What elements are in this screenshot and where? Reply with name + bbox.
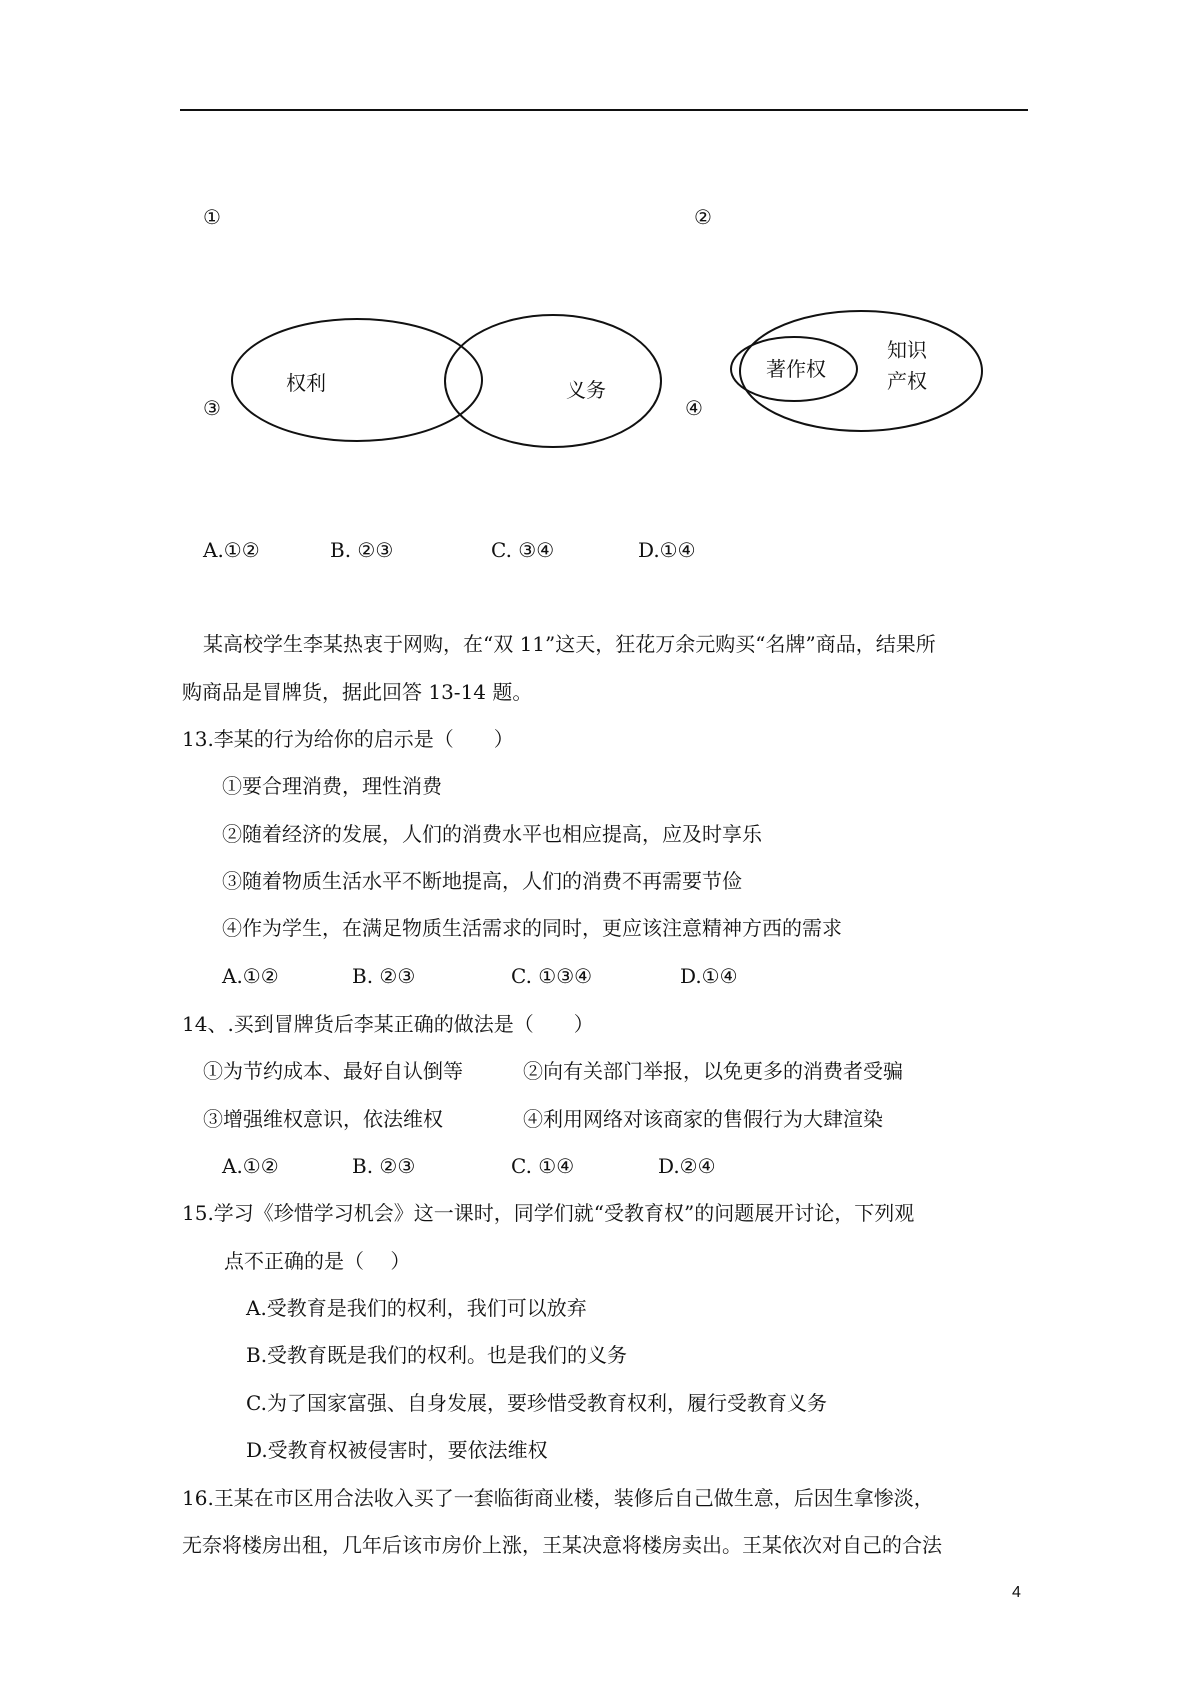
q13-option-d: D.①④ — [680, 964, 738, 988]
q15-option-b: B.受教育既是我们的权利。也是我们的义务 — [246, 1343, 628, 1367]
copyright-label: 著作权 — [766, 357, 826, 381]
q14-item-3: ③增强维权意识，依法维权 — [203, 1107, 443, 1131]
ip-label-line2: 产权 — [887, 369, 927, 393]
q14-item-4: ④利用网络对该商家的售假行为大肆渲染 — [523, 1107, 883, 1131]
q15-stem-line-1: 15.学习《珍惜学习机会》这一课时，同学们就“受教育权”的问题展开讨论，下列观 — [182, 1201, 915, 1225]
marker-3: ③ — [203, 396, 221, 420]
q14-option-c: C. ①④ — [511, 1154, 575, 1178]
q12-option-c: C. ③④ — [491, 538, 555, 562]
q13-item-2: ②随着经济的发展，人们的消费水平也相应提高，应及时享乐 — [222, 822, 762, 846]
q12-option-d: D.①④ — [638, 538, 696, 562]
q15-option-a: A.受教育是我们的权利，我们可以放弃 — [246, 1296, 587, 1320]
q13-item-4: ④作为学生，在满足物质生活需求的同时，更应该注意精神方西的需求 — [222, 916, 842, 940]
q13-stem: 13.李某的行为给你的启示是（ ） — [182, 727, 514, 751]
q15-stem-line-2: 点不正确的是（ ） — [224, 1249, 411, 1273]
q14-item-2: ②向有关部门举报，以免更多的消费者受骗 — [523, 1059, 903, 1083]
q15-option-c: C.为了国家富强、自身发展，要珍惜受教育权利，履行受教育义务 — [246, 1391, 827, 1415]
q12-option-a: A.①② — [203, 538, 260, 562]
diagram-area — [0, 0, 1200, 520]
q14-option-d: D.②④ — [658, 1154, 716, 1178]
q16-line-1: 16.王某在市区用合法收入买了一套临街商业楼，装修后自己做生意，后因生拿惨淡， — [182, 1486, 934, 1510]
q13-item-3: ③随着物质生活水平不断地提高，人们的消费不再需要节俭 — [222, 869, 742, 893]
venn-diagram — [232, 315, 661, 447]
q13-option-a: A.①② — [222, 964, 279, 988]
rights-label: 权利 — [286, 371, 326, 395]
q14-stem: 14、.买到冒牌货后李某正确的做法是（ ） — [182, 1012, 594, 1036]
duties-label: 义务 — [566, 378, 606, 402]
marker-2: ② — [694, 205, 712, 229]
q13-option-b: B. ②③ — [352, 964, 416, 988]
marker-1: ① — [203, 205, 221, 229]
q14-item-1: ①为节约成本、最好自认倒等 — [203, 1059, 463, 1083]
nested-diagram — [731, 311, 982, 431]
q16-line-2: 无奈将楼房出租，几年后该市房价上涨，王某决意将楼房卖出。王某依次对自己的合法 — [182, 1533, 942, 1557]
q13-item-1: ①要合理消费，理性消费 — [222, 774, 442, 798]
q14-option-b: B. ②③ — [352, 1154, 416, 1178]
page-number: 4 — [1012, 1584, 1021, 1601]
ip-label-line1: 知识 — [887, 338, 927, 362]
q12-option-b: B. ②③ — [330, 538, 394, 562]
intro-line-2: 购商品是冒牌货，据此回答 13-14 题。 — [182, 680, 533, 704]
q13-option-c: C. ①③④ — [511, 964, 593, 988]
duties-ellipse — [445, 315, 661, 447]
q15-option-d: D.受教育权被侵害时，要依法维权 — [246, 1438, 548, 1462]
intro-line-1: 某高校学生李某热衷于网购，在“双 11”这天，狂花万余元购买“名牌”商品，结果所 — [203, 632, 936, 656]
q14-option-a: A.①② — [222, 1154, 279, 1178]
marker-4: ④ — [685, 396, 703, 420]
